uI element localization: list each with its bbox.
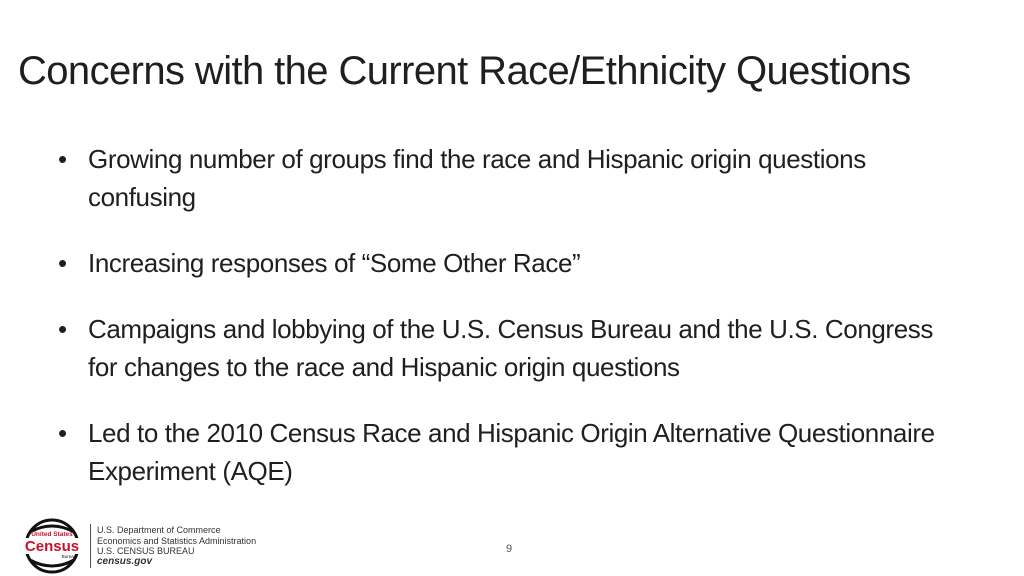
footer-website-link[interactable]: census.gov bbox=[97, 555, 153, 567]
footer-line-administration: Economics and Statistics Administration bbox=[97, 535, 257, 546]
bullet-text: Increasing responses of “Some Other Race” bbox=[88, 248, 581, 278]
bullet-dot-icon: • bbox=[58, 314, 67, 344]
bullet-item bbox=[58, 310, 958, 386]
census-bureau-logo bbox=[22, 518, 82, 574]
footer-agency-text bbox=[97, 525, 256, 567]
page-number: 9 bbox=[506, 543, 513, 555]
footer-line-bureau: U.S. CENSUS BUREAU bbox=[97, 546, 195, 556]
slide-title: Concerns with the Current Race/Ethnicity Questions bbox=[18, 49, 911, 93]
bullet-list bbox=[58, 140, 958, 518]
bullet-item bbox=[58, 414, 958, 490]
logo-top-text: United States bbox=[31, 531, 73, 538]
bullet-item bbox=[58, 244, 958, 282]
bullet-dot-icon: • bbox=[58, 248, 67, 278]
logo-main-text: Census bbox=[24, 538, 80, 555]
bullet-text: Campaigns and lobbying of the U.S. Census Bureau and the U.S. Congress for changes to the race and Hispanic origin questions bbox=[88, 314, 933, 382]
bullet-text: Growing number of groups find the race and Hispanic origin questions confusing bbox=[88, 144, 866, 212]
bullet-dot-icon: • bbox=[58, 144, 67, 174]
footer-line-department: U.S. Department of Commerce bbox=[97, 525, 221, 535]
bullet-dot-icon: • bbox=[58, 418, 67, 448]
logo-bottom-text: Bureau bbox=[61, 554, 77, 559]
bullet-text: Led to the 2010 Census Race and Hispanic Origin Alternative Questionnaire Experiment (AQE) bbox=[88, 418, 935, 486]
footer-divider bbox=[90, 524, 91, 568]
bullet-item bbox=[58, 140, 958, 216]
